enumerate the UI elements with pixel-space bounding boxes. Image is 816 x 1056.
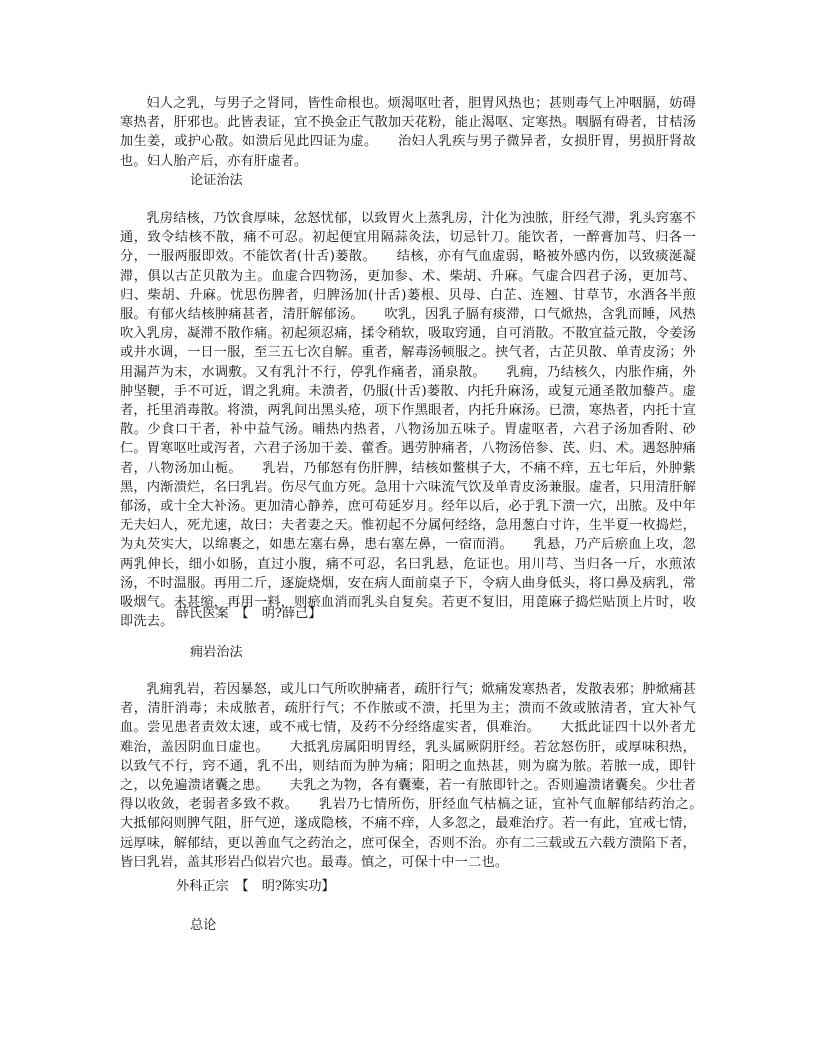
abscess-cancer-paragraph: 乳痈乳岩，若因暴怒，或儿口气所吹肿痛者，疏肝行气；焮痛发寒热者，发散表邪；肿焮痛甚者，清肝消毒；未成脓者，疏肝行气；不作脓或不溃，托里为主；溃而不敛或脓清者，宜大补气血。尝见患者责效太速，或不戒七情，及药不分经络虚实者，俱难治。 大抵此证四十以外者尤难治，盖因阴血日虚也。 大抵乳房属阳明胃经，乳头属厥阴肝经。若忿怒伤肝，或厚味积热，以致气不行，窍不通，乳不出，则结而为肿为痛；阳明之血热甚，则为腐为脓。若脓一成，即针之，以免遍溃诸囊之患。 夫乳之为物，各有囊橐，若一有脓即针之。否则遍溃诸囊矣。少壮者得以收敛，老弱者多致不救。 乳岩乃七情所伤，肝经血气枯槁之证，宜补气血解郁结药治之。 大抵郁闷则脾气阻，肝气逆，遂成隐核，不痛不痒，人多忽之，最难治疗。若一有此，宜戒七情，远厚味，解郁结，更以善血气之药治之，庶可保全，否则不治。亦有二三载或五六载方溃陷下者，皆曰乳岩，盖其形岩凸似岩穴也。最毒。慎之，可保十中一二也。 — [120, 682, 723, 870]
main-treatment-paragraph: 乳房结核，乃饮食厚味，忿怒忧郁，以致胃火上蒸乳房，汁化为浊脓，肝经气滞，乳头窍塞不通，致令结核不散，痛不可忍。初起便宜用隔蒜灸法，切忌针刀。能饮者，一醉膏加芎、归各一分，一服两服即效。不能饮者(卄舌)蒌散。 结核，亦有气血虚弱，略被外感内伤，以致痰涎凝滞，俱以古芷贝散为主。血虚合四物汤，更加参、术、柴胡、升麻。气虚合四君子汤，更加芎、归、柴胡、升麻。忧思伤脾者，归脾汤加(卄舌)蒌根、贝母、白芷、连翘、甘草节，水酒各半煎服。有郁火结核肿痛甚者，清肝解郁汤。 吹乳，因乳子膈有痰滞，口气焮热，含乳而睡，风热吹入乳房，凝滞不散作痛。初起须忍痛，揉令稍软，吸取窍通，自可消散。不散宜益元散，令姜汤或井水调，一日一服，至三五七次自解。重者，解毒汤顿服之。挟气者，古芷贝散、单青皮汤；外用漏芦为末，水调敷。又有乳汁不行，停乳作痛者，涌泉散。 乳痈，乃结核久，内胀作痛，外肿坚鞕，手不可近，谓之乳痈。未溃者，仍服(卄舌)蒌散、内托升麻汤，或复元通圣散加藜芦。虚者，托里消毒散。将溃，两乳间出黑头疮，项下作黑眼者，内托升麻汤。已溃，寒热者，内托十宣散。少食口干者，补中益气汤。晡热内热者，八物汤加五味子。胃虚呕者，六君子汤加香附、砂仁。胃寒呕吐或泻者，六君子汤加干姜、藿香。遇劳肿痛者，八物汤倍参、芪、归、术。遇怒肿痛者，八物汤加山栀。 乳岩，乃郁怒有伤肝脾，结核如鳖棋子大，不痛不痒，五七年后，外肿紫黑，内渐溃烂，名曰乳岩。伤尽气血方死。急用十六味流气饮及单青皮汤兼服。虚者，只用清肝解郁汤，或十全大补汤。更加清心静养，庶可苟延岁月。经年以后，必于乳下溃一穴，出脓。及中年无夫妇人，死尤速，故曰：夫者妻之天。惟初起不分属何经络，急用葱白寸许，生半夏一枚捣烂，为丸芡实大，以绵裹之，如患左塞右鼻，患右塞左鼻，一宿而消。 乳悬，乃产后瘀血上攻，忽两乳伸长，细小如肠，直过小腹，痛不可忍，名曰乳悬，危证也。用川芎、当归各一斤，水煎浓汤，不时温服。再用二斤，逐旋烧烟，安在病人面前桌子下，令病人曲身低头，将口鼻及病乳，常吸烟气。未甚缩，再用一料，则瘀血消而乳头自复矣。若更不复旧，用萞麻子捣烂贴顶上片时，收即洗去。 — [120, 211, 696, 630]
intro-paragraph: 妇人之乳，与男子之肾同，皆性命根也。烦渴呕吐者，胆胃风热也；甚则毒气上冲咽膈，妨碍寒热者，肝邪也。此皆表证，宜不换金正气散加天花粉，能止渴呕、定寒热。咽膈有碍者，甘桔汤加生姜，或护心散。如溃后见此四证为虚。 治妇人乳疾与男子微异者，女损肝胃，男损肝肾故也。妇人胎产后，亦有肝虚者。 — [120, 96, 696, 169]
section-heading-abscess-cancer: 痈岩治法 — [190, 645, 243, 660]
section-heading-diagnosis-treatment: 论证治法 — [190, 173, 243, 188]
section-heading-general: 总论 — [190, 918, 217, 933]
source-citation-xue: 薛氏医案 【 明?薛己】 — [176, 606, 322, 621]
source-citation-chen: 外科正宗 【 明?陈实功】 — [176, 879, 335, 894]
